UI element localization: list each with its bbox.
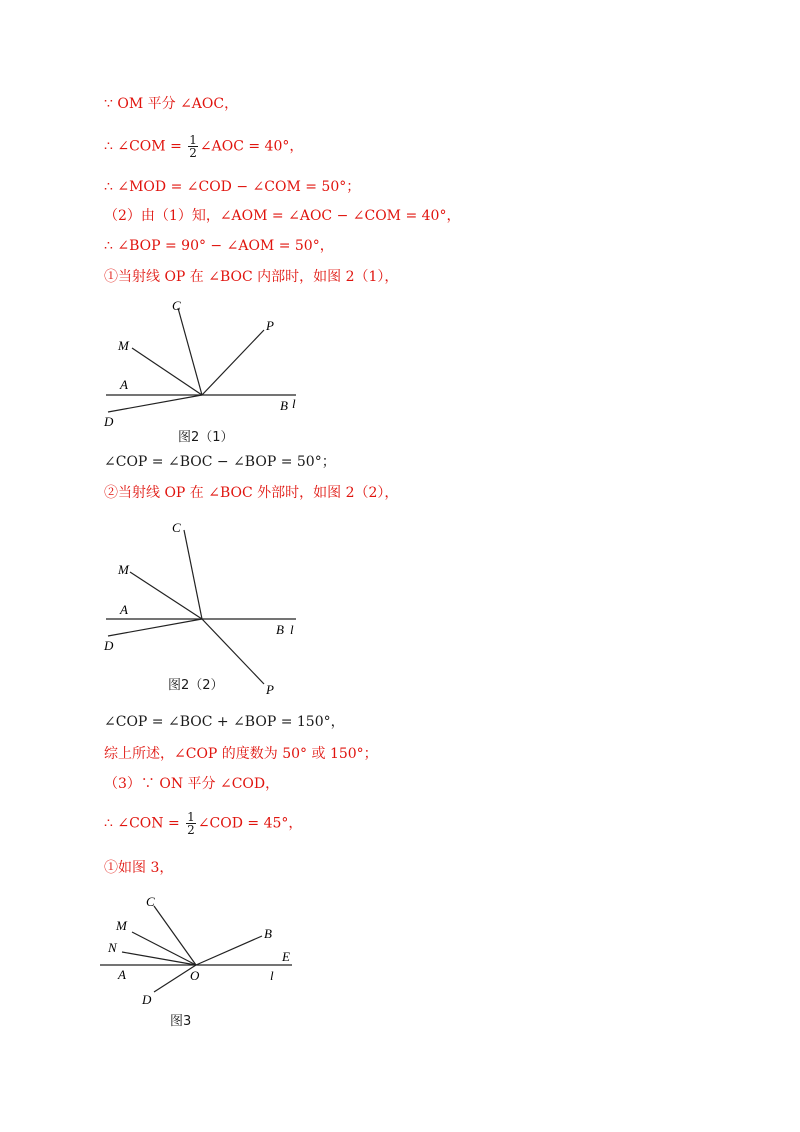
- label-l: l: [270, 968, 274, 983]
- label-l: l: [292, 396, 296, 411]
- label-m: M: [118, 338, 129, 353]
- figure-2-1-diagram: [100, 296, 310, 436]
- figure-3-caption: 图3: [170, 1014, 192, 1029]
- label-a: A: [120, 377, 128, 392]
- proof-line-10: 综上所述，∠COP 的度数为 50° 或 150°；: [104, 746, 378, 762]
- line12-suffix: ∠COD = 45°，: [197, 815, 303, 832]
- line12-prefix: ∴ ∠CON =: [104, 815, 185, 832]
- label-o: O: [190, 968, 200, 983]
- proof-line-3: ∴ ∠MOD = ∠COD − ∠COM = 50°；: [104, 179, 361, 195]
- figure-2-1: [100, 296, 310, 440]
- figure-2-1-caption: 图2（1）: [178, 430, 234, 445]
- fraction-half: [188, 134, 198, 159]
- proof-line-8: ②当射线 OP 在 ∠BOC 外部时，如图 2（2），: [104, 485, 399, 501]
- label-d: D: [104, 414, 114, 429]
- proof-line-5: ∴ ∠BOP = 90° − ∠AOM = 50°，: [104, 238, 334, 254]
- figure-2-2-caption: 图2（2）: [168, 678, 224, 693]
- label-a: A: [120, 602, 128, 617]
- proof-line-6: ①当射线 OP 在 ∠BOC 内部时，如图 2（1），: [104, 269, 399, 285]
- label-c: C: [146, 894, 155, 909]
- fraction-denominator: 2: [189, 146, 197, 160]
- ray-oc: [184, 530, 202, 619]
- ray-op: [202, 330, 264, 395]
- label-b: B: [264, 926, 272, 941]
- label-c: C: [172, 298, 181, 313]
- proof-line-1: ∵ OM 平分 ∠AOC，: [104, 96, 239, 112]
- proof-line-2: [104, 134, 303, 159]
- label-b: B: [280, 398, 288, 413]
- ray-od: [108, 395, 202, 412]
- label-b: B: [276, 622, 284, 637]
- label-a: A: [118, 967, 126, 982]
- proof-line-13: ①如图 3，: [104, 860, 174, 876]
- proof-line-7: ∠COP = ∠BOC − ∠BOP = 50°；: [104, 454, 336, 470]
- proof-line-9: ∠COP = ∠BOC + ∠BOP = 150°，: [104, 714, 345, 730]
- label-m: M: [116, 918, 127, 933]
- fraction-numerator: 1: [187, 810, 195, 824]
- fraction-numerator: 1: [189, 133, 197, 147]
- proof-line-4: （2）由（1）知，∠AOM = ∠AOC − ∠COM = 40°，: [104, 208, 461, 224]
- label-d: D: [104, 638, 114, 653]
- label-p: P: [266, 318, 274, 333]
- ray-ob: [196, 936, 262, 965]
- figure-3: [96, 890, 306, 1019]
- label-c: C: [172, 520, 181, 535]
- label-l: l: [290, 622, 294, 637]
- proof-line-12: [104, 811, 302, 836]
- ray-oc: [154, 906, 196, 965]
- ray-on: [122, 952, 196, 965]
- ray-od: [108, 619, 202, 636]
- figure-3-diagram: [96, 890, 306, 1015]
- fraction-half: [186, 811, 196, 836]
- label-p: P: [266, 682, 274, 697]
- label-e: E: [282, 949, 290, 964]
- label-n: N: [108, 940, 117, 955]
- ray-om: [130, 572, 202, 619]
- line2-prefix: ∴ ∠COM =: [104, 138, 187, 155]
- fraction-denominator: 2: [187, 823, 195, 837]
- proof-line-11: （3）∵ ON 平分 ∠COD，: [104, 776, 280, 792]
- label-m: M: [118, 562, 129, 577]
- line2-suffix: ∠AOC = 40°，: [199, 138, 304, 155]
- label-d: D: [142, 992, 152, 1007]
- ray-om: [132, 932, 196, 965]
